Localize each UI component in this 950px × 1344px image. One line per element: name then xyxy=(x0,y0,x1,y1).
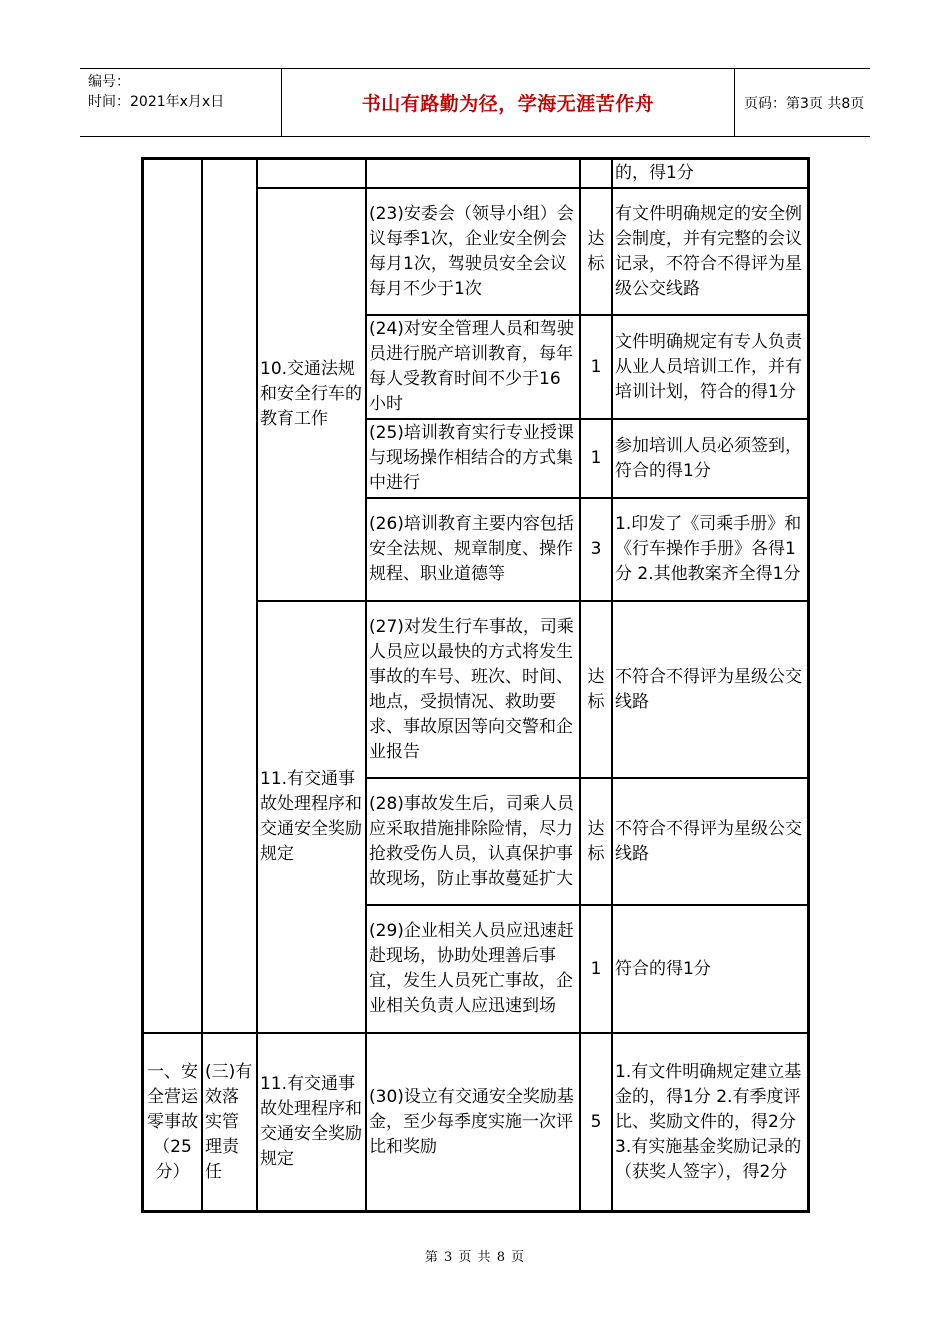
item-cell-10: 10.交通法规和安全行车的教育工作 xyxy=(257,188,366,601)
method-cell: 1.有文件明确规定建立基金的，得1分 2.有季度评比、奖励文件的，得2分 3.有实施基金奖励记录的（获奖人签字），得2分 xyxy=(612,1033,808,1211)
method-cell: 1.印发了《司乘手册》和《行车操作手册》各得1分 2.其他教案齐全得1分 xyxy=(612,498,808,601)
header-info xyxy=(80,69,282,136)
header-date: 时间：2021年x月x日 xyxy=(88,94,225,110)
item-cell-11: 11.有交通事故处理程序和交通安全奖励规定 xyxy=(257,601,366,1033)
standard-cell xyxy=(366,159,580,188)
method-cell: 有文件明确规定的安全例会制度，并有完整的会议记录，不符合不得评为星级公交线路 xyxy=(612,188,808,315)
item-cell: 11.有交通事故处理程序和交通安全奖励规定 xyxy=(257,1033,366,1211)
standard-cell: (29)企业相关人员应迅速赶赴现场，协助处理善后事宜，发生人员死亡事故，企业相关负责人应迅速到场 xyxy=(366,905,580,1033)
score-cell: 达标 xyxy=(580,601,612,778)
method-cell: 参加培训人员必须签到，符合的得1分 xyxy=(612,419,808,498)
category-cell: 一、安全营运零事故（25分） xyxy=(143,1033,202,1211)
score-cell: 3 xyxy=(580,498,612,601)
page-header xyxy=(80,68,870,137)
method-cell: 的，得1分 xyxy=(612,159,808,188)
method-cell: 符合的得1分 xyxy=(612,905,808,1033)
header-page-cell xyxy=(734,69,870,136)
item-cell xyxy=(257,159,366,188)
score-cell: 1 xyxy=(580,419,612,498)
header-number: 编号： xyxy=(88,74,130,90)
score-cell: 达标 xyxy=(580,778,612,905)
score-cell: 1 xyxy=(580,315,612,419)
standard-cell: (28)事故发生后，司乘人员应采取措施排除险情，尽力抢救受伤人员，认真保护事故现场，防止事故蔓延扩大 xyxy=(366,778,580,905)
standard-cell: (30)设立有交通安全奖励基金，至少每季度实施一次评比和奖励 xyxy=(366,1033,580,1211)
standard-cell: (26)培训教育主要内容包括安全法规、规章制度、操作规程、职业道德等 xyxy=(366,498,580,601)
header-page-label: 页码：第3页 共8页 xyxy=(744,95,865,112)
score-cell xyxy=(580,159,612,188)
assessment-table xyxy=(141,157,810,1213)
method-cell: 不符合不得评为星级公交线路 xyxy=(612,601,808,778)
score-cell: 5 xyxy=(580,1033,612,1211)
subcategory-cell-empty xyxy=(202,159,257,1033)
standard-cell: (25)培训教育实行专业授课与现场操作相结合的方式集中进行 xyxy=(366,419,580,498)
header-motto-cell xyxy=(282,69,735,136)
method-cell: 不符合不得评为星级公交线路 xyxy=(612,778,808,905)
category-cell-empty xyxy=(143,159,202,1033)
standard-cell: (27)对发生行车事故，司乘人员应以最快的方式将发生事故的车号、班次、时间、地点，受损情况、救助要求、事故原因等向交警和企业报告 xyxy=(366,601,580,778)
table-row xyxy=(143,159,808,188)
score-cell: 达标 xyxy=(580,188,612,315)
standard-cell: (23)安委会（领导小组）会议每季1次，企业安全例会每月1次，驾驶员安全会议每月不少于1次 xyxy=(366,188,580,315)
header-motto: 书山有路勤为径，学海无涯苦作舟 xyxy=(361,93,655,115)
subcategory-cell: (三)有效落实管理责任 xyxy=(202,1033,257,1211)
method-cell: 文件明确规定有专人负责从业人员培训工作，并有培训计划，符合的得1分 xyxy=(612,315,808,419)
page-footer: 第 3 页 共 8 页 xyxy=(424,1250,526,1265)
score-cell: 1 xyxy=(580,905,612,1033)
standard-cell: (24)对安全管理人员和驾驶员进行脱产培训教育，每年每人受教育时间不少于16小时 xyxy=(366,315,580,419)
table-row xyxy=(143,1033,808,1211)
